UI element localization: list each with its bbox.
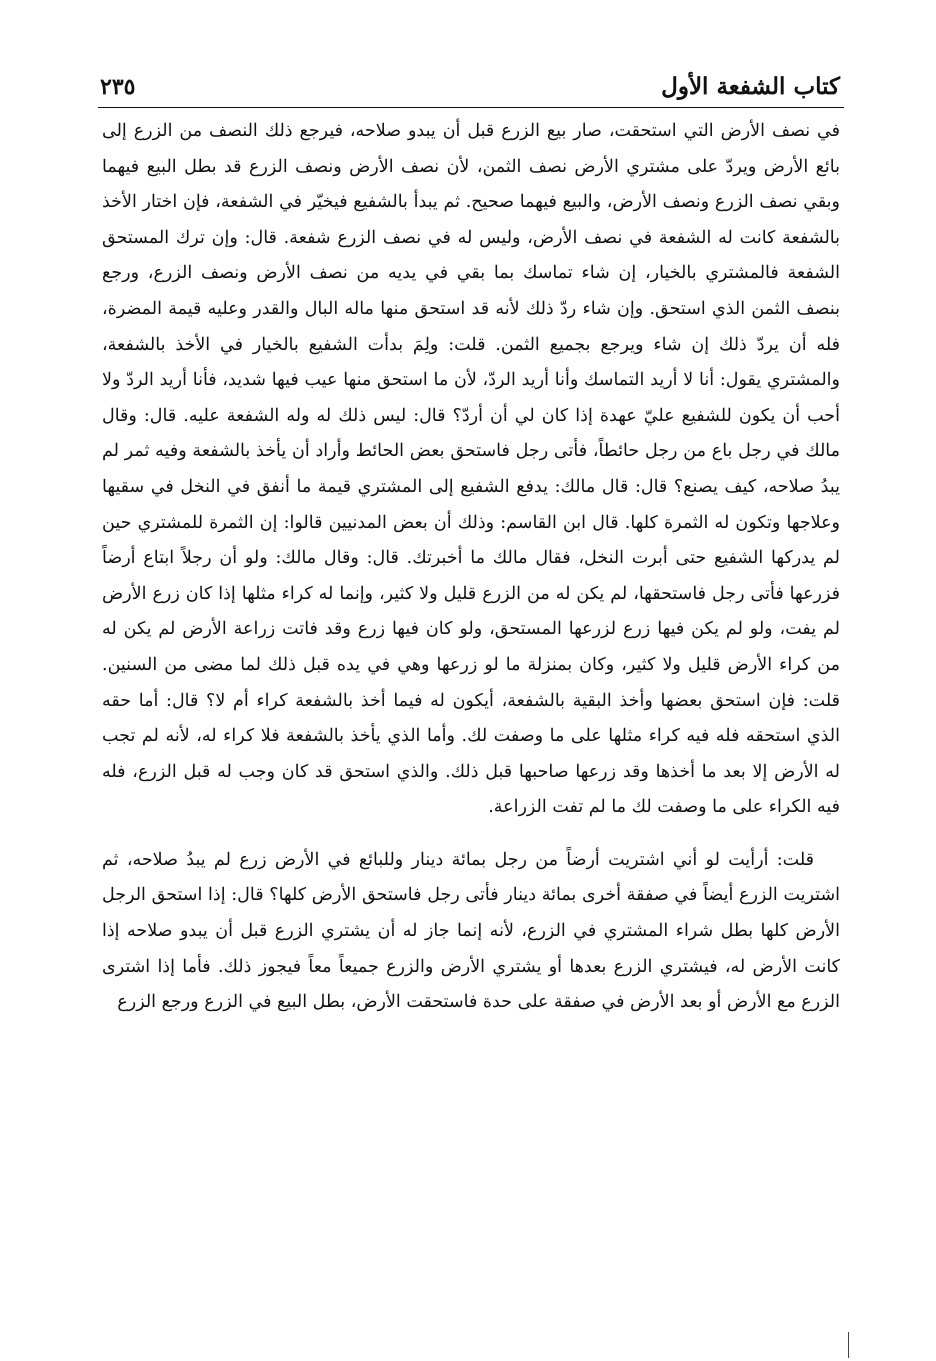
body-text (102, 114, 840, 1021)
running-title: كتاب الشفعة الأول (661, 73, 840, 100)
page-header (100, 70, 840, 104)
header-rule (98, 107, 844, 108)
binding-mark (848, 1332, 849, 1358)
paragraph: في نصف الأرض التي استحقت، صار بيع الزرع قبل أن يبدو صلاحه، فيرجع ذلك النصف من الزرع إلى بائع الأرض ويردّ على مشتري الأرض نصف الثمن، لأن نصف الأرض ونصف الزرع قد بطل البيع فيهما وبقي نصف الزرع ونصف الأرض، والبيع فيهما صحيح. ثم يبدأ بالشفيع فيخيّر في الشفعة، فإن اختار الأخذ بالشفعة كانت له الشفعة في نصف الأرض، وليس له في نصف الزرع شفعة. قال: وإن ترك المستحق الشفعة فالمشتري بالخيار، إن شاء تماسك بما بقي في يديه من نصف الأرض ونصف الزرع، ورجع بنصف الثمن الذي استحق. وإن شاء ردّ ذلك لأنه قد استحق منها ماله البال والقدر وعليه قيمة المضرة، فله أن يردّ ذلك إن شاء ويرجع بجميع الثمن. قلت: ولِمَ بدأت الشفيع بالخيار في الأخذ بالشفعة، والمشتري يقول: أنا لا أريد التماسك وأنا أريد الردّ، لأن ما استحق منها عيب فيها شديد، فأنا أريد الردّ ولا أحب أن يكون للشفيع عليّ عهدة إذا كان لي أن أردّ؟ قال: ليس ذلك له وله الشفعة عليه. قال: وقال مالك في رجل باع من رجل حائطاً، فأتى رجل فاستحق بعض الحائط وأراد أن يأخذ بالشفعة وفيه ثمر لم يبدُ صلاحه، كيف يصنع؟ قال: قال مالك: يدفع الشفيع إلى المشتري قيمة ما أنفق في النخل في سقيها وعلاجها وتكون له الثمرة كلها. قال ابن القاسم: وذلك أن بعض المدنيين قالوا: إن الثمرة للمشتري حين لم يدركها الشفيع حتى أبرت النخل، فقال مالك ما أخبرتك. قال: وقال مالك: ولو أن رجلاً ابتاع أرضاً فزرعها فأتى رجل فاستحقها، لم يكن له من الزرع قليل ولا كثير، وإنما له كراء مثلها إذا كان زرع الأرض لم يفت، ولو لم يكن فيها زرع لزرعها المستحق، ولو كان فيها زرع وقد فاتت زراعة الأرض لم يكن له من كراء الأرض قليل ولا كثير، وكان بمنزلة ما لو زرعها وهي في يده قبل ذلك لما مضى من السنين. قلت: فإن استحق بعضها وأخذ البقية بالشفعة، أيكون له فيما أخذ بالشفعة كراء أم لا؟ قال: أما حقه الذي استحقه فله فيه كراء مثلها على ما وصفت لك. وأما الذي يأخذ بالشفعة فلا كراء له، لأنه لم تجب له الأرض إلا بعد ما أخذها وقد زرعها صاحبها قبل ذلك. والذي استحق قد كان وجب له قبل الزرع، فله فيه الكراء على ما وصفت لك ما لم تفت الزراعة. (102, 121, 840, 818)
paragraph: قلت: أرأيت لو أني اشتريت أرضاً من رجل بمائة دينار وللبائع في الأرض زرع لم يبدُ صلاحه، ثم اشتريت الزرع أيضاً في صفقة أخرى بمائة دينار فأتى رجل فاستحق الأرض كلها؟ قال: إذا استحق الرجل الأرض كلها بطل شراء المشتري في الزرع، لأنه إنما جاز له أن يشتري الزرع قبل أن يبدو صلاحه إذا كانت الأرض له، فيشتري الزرع بعدها أو يشتري الأرض والزرع جميعاً معاً فيجوز ذلك. فأما إذا اشترى الزرع مع الأرض أو بعد الأرض في صفقة على حدة فاستحقت الأرض، بطل البيع في الزرع ورجع الزرع (102, 849, 840, 1013)
page-number: ٢٣٥ (100, 74, 136, 100)
